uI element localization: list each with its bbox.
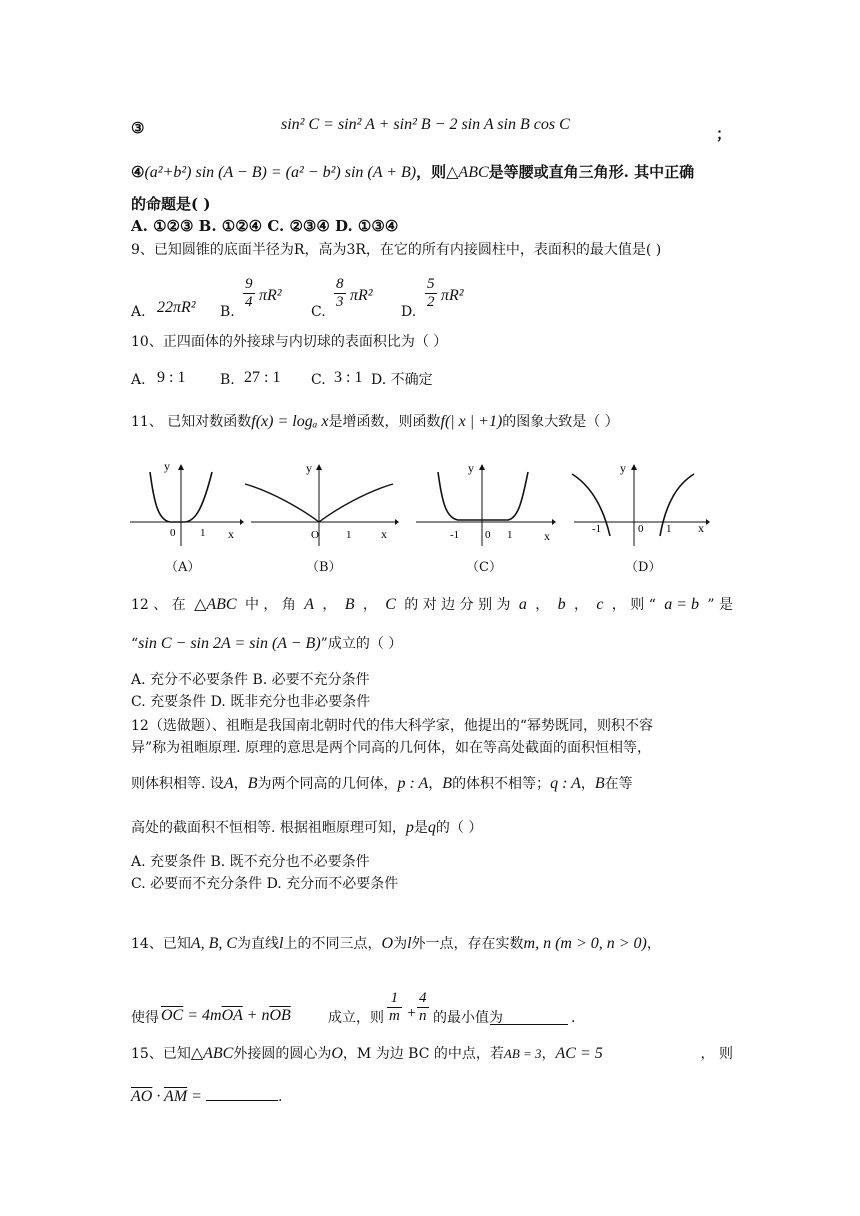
- graph-b-y-label: y: [306, 462, 312, 475]
- item-3-number: ③: [131, 119, 145, 137]
- q10-stem: 10、正四面体的外接球与内切球的表面积比为（ ）: [131, 334, 448, 350]
- q13-options-1: A. 充要条件 B. 既不充分也不必要条件: [131, 854, 370, 870]
- q10-option-a: 9 : 1: [157, 369, 186, 386]
- q9-option-d-fraction: $\frac{5}{2}$: [427, 276, 435, 310]
- q13-options-2: C. 必要而不充分条件 D. 充分而不必要条件: [131, 876, 399, 892]
- q15-vector-am: $\overline{AM}$: [164, 1088, 188, 1105]
- graph-b-one: 1: [346, 529, 352, 541]
- q14-vector-oc: $\overline{OC}$: [161, 1007, 184, 1024]
- q13-p: p: [405, 819, 414, 836]
- graph-d-one: 1: [666, 523, 672, 535]
- q12-angle-a: A: [304, 596, 315, 613]
- q12-side-a: a: [518, 596, 527, 613]
- q12-triangle: △ABC: [194, 596, 237, 613]
- q15-triangle: △ABC: [190, 1045, 234, 1062]
- q9-option-a: 22πR²: [157, 299, 196, 316]
- q10-option-b: 27 : 1: [244, 369, 281, 386]
- item-4-formula: (a²+b²) sin (A − B) = (a² − b²) sin (A + B): [144, 164, 417, 181]
- q15-ab: AB = 3: [503, 1046, 542, 1061]
- graph-b-x-label: x: [381, 527, 387, 541]
- q15-text-d: ，: [541, 1046, 556, 1062]
- q12-sep-4: ，: [573, 597, 588, 613]
- q10-option-b-label: B.: [220, 372, 235, 388]
- q15-equals: =: [187, 1088, 206, 1105]
- graph-a-one: 1: [200, 527, 206, 539]
- q10-options: [131, 368, 531, 390]
- q14-answer-blank[interactable]: [490, 1010, 568, 1025]
- q14-end: .: [571, 1010, 576, 1026]
- graph-d-zero: 0: [638, 523, 644, 535]
- q15-text-b: 外接圆的圆心为: [233, 1046, 332, 1062]
- q9-option-b-fraction: $\frac{9}{4}$: [245, 276, 253, 310]
- q13-l3-e: 的体积不相等；: [452, 776, 551, 792]
- q8-options: A. ①②③ B. ①②④ C. ②③④ D. ①③④: [131, 217, 399, 235]
- q13-line-1: 12（选做题）、祖暅是我国南北朝时代的伟大科学家，他提出的“幂势既同，则积不容: [131, 718, 653, 734]
- graph-b: [243, 462, 401, 548]
- q15-line-1: [131, 1044, 733, 1064]
- q14-line-2: [131, 990, 731, 1034]
- q14-eq-2: + n: [242, 1007, 270, 1024]
- q13-prop-p: p : A: [397, 775, 429, 792]
- graph-a-x-label: x: [228, 527, 234, 541]
- q9-option-c-fraction: $\frac{8}{3}$: [336, 276, 344, 310]
- item-4-number: ④: [131, 163, 145, 181]
- q13-solid-b: B: [247, 775, 258, 792]
- q14-line-l: l: [279, 935, 284, 952]
- q12-text-c: 的 对 边 分 别 为: [404, 597, 511, 613]
- q13-l3-f: ，: [580, 776, 595, 792]
- q14-vector-oa: $\overline{OA}$: [221, 1007, 243, 1024]
- item-3-end: ；: [716, 125, 732, 143]
- q9-option-b-label: B.: [220, 304, 235, 320]
- q9-stem: 9、已知圆锥的底面半径为R，高为3R，在它的所有内接圆柱中，表面积的最大值是( ): [131, 242, 662, 258]
- q15-answer-blank[interactable]: [206, 1086, 278, 1101]
- q12-side-b: b: [557, 596, 566, 613]
- q14-vector-expr: [161, 1006, 291, 1026]
- q9-option-c-rest: πR²: [350, 287, 373, 304]
- caption-c: （C）: [466, 560, 502, 575]
- q12-angle-c: C: [385, 596, 396, 613]
- q9-option-d-label: D.: [401, 304, 417, 320]
- graph-c-neg-one: -1: [450, 529, 460, 541]
- graph-d-neg-one: -1: [592, 523, 602, 535]
- item-4-text-a: ，则: [416, 163, 447, 181]
- q10-option-d: D. 不确定: [371, 372, 433, 388]
- graph-c-zero: 0: [485, 529, 491, 541]
- graph-c-x-label: x: [544, 529, 550, 543]
- q14-text-a: 14、已知: [131, 936, 191, 952]
- q14-plus: +: [406, 1005, 417, 1022]
- q12-condition: a = b: [664, 596, 700, 613]
- q12-sep-3: ，: [535, 597, 550, 613]
- caption-b: （B）: [306, 560, 342, 575]
- q15-center-o: O: [331, 1045, 343, 1062]
- q15-text-e: ， 则: [700, 1046, 733, 1062]
- q13-line-2: 异”称为祖暅原理. 原理的意思是两个同高的几何体，如在等高处截面的面积恒相等，: [131, 740, 652, 756]
- q12-sep-2: ，: [362, 597, 377, 613]
- graph-a: [128, 462, 244, 548]
- q13-solid-a: A: [223, 775, 234, 792]
- q14-text-d: 为: [393, 936, 408, 952]
- q14-text-b: 为直线: [237, 936, 280, 952]
- q12-angle-b: B: [344, 596, 355, 613]
- graph-b-zero: O: [311, 529, 319, 541]
- q13-q: q: [427, 819, 436, 836]
- q15-text-c: ，M 为边 BC 的中点，若: [342, 1046, 504, 1062]
- graph-d: [566, 462, 716, 548]
- q14-fraction-2: $\frac{4}{n}$: [419, 990, 427, 1024]
- q14-l2-c: 的最小值为: [433, 1010, 503, 1026]
- q14-fraction-1: $\frac{1}{m}$: [389, 990, 400, 1024]
- q11-function-g: f(| x | +1): [440, 413, 503, 430]
- q14-point-o: O: [381, 935, 394, 952]
- q9-option-d-rest: πR²: [441, 287, 464, 304]
- graph-d-y-label: y: [620, 462, 626, 475]
- q10-option-c: 3 : 1: [334, 369, 363, 386]
- q10-option-c-label: C.: [311, 372, 326, 388]
- q15-text-a: 15、已知: [131, 1046, 191, 1062]
- q11-text-b: 是增函数，则函数: [328, 414, 441, 430]
- q11-text-a: 11、 已知对数函数: [131, 414, 252, 430]
- q13-l3-g: 在等: [604, 776, 633, 792]
- q13-l3-c: 为两个同高的几何体，: [257, 776, 398, 792]
- q14-l2-b: 成立，则: [328, 1010, 384, 1026]
- q12-line-1: [131, 595, 733, 615]
- q15-ac: AC = 5: [555, 1045, 603, 1062]
- q12-l2-text: ”成立的（ ）: [320, 636, 403, 652]
- q12-sep-1: ，: [322, 597, 337, 613]
- q12-l2-quote: “: [131, 636, 139, 652]
- item-4-triangle: △ABC: [446, 164, 489, 181]
- q13-l4-b: 是: [413, 820, 428, 836]
- q12-options-2: C. 充要条件 D. 既非充分也非必要条件: [131, 694, 371, 710]
- q13-solid-b-2: B: [442, 775, 453, 792]
- q10-option-a-label: A.: [131, 372, 146, 388]
- q11-function-f: f(x) = logₐ x: [251, 413, 329, 430]
- q14-text-c: 上的不同三点，: [283, 936, 382, 952]
- q11-text-c: 的图象大致是（ ）: [502, 414, 619, 430]
- graph-a-zero: 0: [170, 527, 176, 539]
- item-4-text-b: 是等腰或直角三角形. 其中正确: [488, 163, 695, 181]
- q14-points: A, B, C: [190, 935, 238, 952]
- item-4-question-end: 的命题是( ): [131, 195, 211, 213]
- q12-l2-formula: sin C − sin 2A = sin (A − B): [138, 635, 321, 652]
- q14-text-e: 外一点，存在实数: [411, 936, 524, 952]
- caption-d: （D）: [625, 560, 662, 575]
- q9-option-c-label: C.: [311, 304, 326, 320]
- q13-l4-a: 高处的截面积不恒相等. 根据祖暅原理可知，: [131, 820, 406, 836]
- q14-line-l-2: l: [407, 935, 412, 952]
- q14-vector-ob: $\overline{OB}$: [269, 1007, 291, 1024]
- q14-text-f: ，: [646, 936, 661, 952]
- q12-options-1: A. 充分不必要条件 B. 必要不充分条件: [131, 672, 370, 688]
- q13-l3-b: ，: [233, 776, 248, 792]
- q12-text-d: ， 则 “: [611, 597, 656, 613]
- caption-a: （A）: [165, 560, 201, 575]
- graph-c: [412, 462, 562, 548]
- q12-text-a: 12 、 在: [131, 597, 186, 613]
- graph-c-one: 1: [507, 529, 513, 541]
- q15-vector-ao: $\overline{AO}$: [131, 1088, 153, 1105]
- q12-text-b: 中 ， 角: [244, 597, 296, 613]
- graph-c-y-label: y: [468, 462, 474, 475]
- q9-option-a-label: A.: [131, 304, 146, 320]
- q13-prop-q: q : A: [550, 775, 581, 792]
- q9-option-b-rest: πR²: [259, 287, 282, 304]
- q13-l3-a: 则体积相等. 设: [131, 776, 224, 792]
- graph-a-y-label: y: [164, 462, 170, 473]
- q14-eq-1: = 4m: [183, 1007, 222, 1024]
- q13-solid-b-3: B: [594, 775, 605, 792]
- q12-side-c: c: [596, 596, 604, 613]
- graph-d-x-label: x: [698, 521, 704, 535]
- q14-mn: m, n (m > 0, n > 0): [523, 935, 647, 952]
- item-3-formula: sin² C = sin² A + sin² B − 2 sin A sin B cos C: [281, 116, 570, 133]
- q14-l2-a: 使得: [131, 1010, 159, 1026]
- q13-l4-c: 的（ ）: [435, 820, 483, 836]
- q15-dot: ·: [152, 1088, 165, 1105]
- q13-l3-d: ，: [428, 776, 443, 792]
- q12-text-e: ” 是: [707, 597, 733, 613]
- q15-end: .: [277, 1089, 283, 1105]
